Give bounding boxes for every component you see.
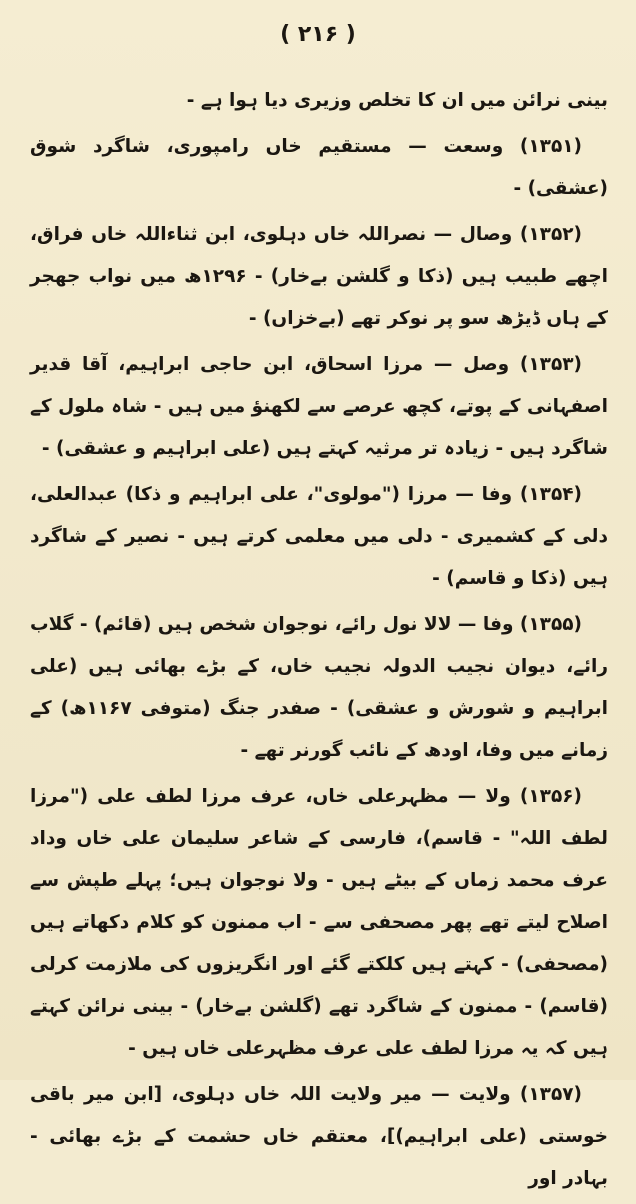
entry-1356: (۱۳۵۶) ولا — مظہرعلی خاں، عرف مرزا لطف علی ("مرزا لطف اللہ" - قاسم)، فارسی کے شاعر سلیمان علی خاں وداد عرف محمد زماں کے بیٹے ہیں - ولا نوجوان ہیں؛ پہلے طپش سے اصلاح لیتے تھے پھر مصحفی سے - اب ممنون کو کلام دکھاتے ہیں (مصحفی) - کہتے ہیں کلکتے گئے اور انگریزوں کی ملازمت کرلی (قاسم) - ممنون کے شاگرد تھے (گلشن بےخار) - بینی نرائن کہتے ہیں کہ یہ مرزا لطف علی عرف مظہرعلی خاں ہیں - (30, 786, 608, 1059)
entry-1351: (۱۳۵۱) وسعت — مستقیم خاں رامپوری، شاگرد شوق (عشقی) - (30, 136, 608, 199)
entry-1352: (۱۳۵۲) وصال — نصراللہ خاں دہلوی، ابن ثناءاللہ خاں فراق، اچھے طبیب ہیں (ذکا و گلشن بےخار) - ۱۲۹۶ھ میں نواب جھجر کے ہاں ڈیڑھ سو پر نوکر تھے (بےخزاں) - (30, 224, 608, 329)
page-body (30, 80, 608, 1204)
entry-1355: (۱۳۵۵) وفا — لالا نول رائے، نوجوان شخص ہیں (قائم) - گلاب رائے، دیوان نجیب الدولہ نجیب خاں، کے بڑے بھائی ہیں (علی ابراہیم و شورش و عشقی) - صفدر جنگ (متوفی ۱۱۶۷ھ) کے زمانے میں وفا، اودھ کے نائب گورنر تھے - (30, 614, 608, 761)
entry-1354: (۱۳۵۴) وفا — مرزا ("مولوی"، علی ابراہیم و ذکا) عبدالعلی، دلی کے کشمیری - دلی میں معلمی کرتے ہیں - نصیر کے شاگرد ہیں (ذکا و قاسم) - (30, 484, 608, 589)
entry-1353: (۱۳۵۳) وصل — مرزا اسحاق، ابن حاجی ابراہیم، آقا قدیر اصفہانی کے پوتے، کچھ عرصے سے لکھنؤ میں ہیں - شاہ ملول کے شاگرد ہیں - زیادہ تر مرثیہ کہتے ہیں (علی ابراہیم و عشقی) - (30, 354, 608, 459)
entry-1357: (۱۳۵۷) ولایت — میر ولایت اللہ خاں دہلوی، [ابن میر باقی خوستی (علی ابراہیم)]، معتقم خاں حشمت کے بڑے بھائی - بہادر اور (30, 1084, 608, 1189)
intro-paragraph: بینی نرائن میں ان کا تخلص وزیری دیا ہوا ہے - (186, 90, 608, 111)
page-number: ( ۲۱۶ ) (280, 22, 356, 47)
